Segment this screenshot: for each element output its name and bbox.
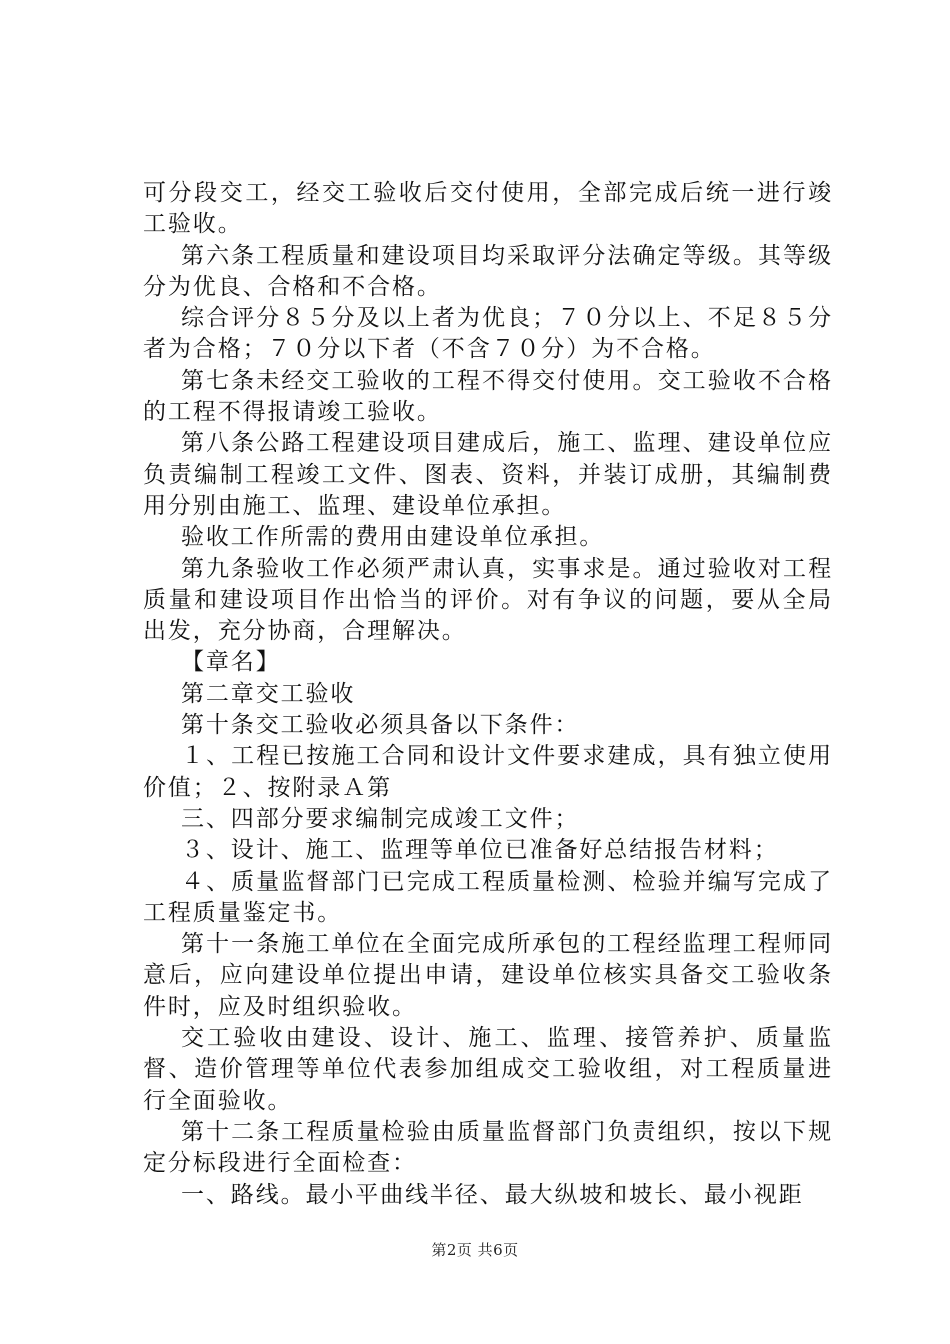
paragraph: 第八条公路工程建设项目建成后，施工、监理、建设单位应负责编制工程竣工文件、图表、资料，并装订成册，其编制费用分别由施工、监理、建设单位承担。 [143,430,833,519]
paragraph: 第十一条施工单位在全面完成所承包的工程经监理工程师同意后，应向建设单位提出申请，建设单位核实具备交工验收条件时，应及时组织验收。 [143,931,833,1020]
list-item: ４、质量监督部门已完成工程质量检测、检验并编写完成了工程质量鉴定书。 [143,868,833,926]
paragraph: 综合评分８５分及以上者为优良；７０分以上、不足８５分者为合格；７０分以下者（不含７０分）为不合格。 [143,305,833,363]
page-number-footer: 第2页 共6页 [431,1241,519,1259]
chapter-heading: 第二章交工验收 [181,680,356,707]
paragraph: 第九条验收工作必须严肃认真，实事求是。通过验收对工程质量和建设项目作出恰当的评价。对有争议的问题，要从全局出发，充分协商，合理解决。 [143,555,833,645]
chapter-name-marker: 【章名】 [181,649,281,676]
paragraph: 第十二条工程质量检验由质量监督部门负责组织，按以下规定分标段进行全面检查： [143,1118,833,1177]
list-item: １、工程已按施工合同和设计文件要求建成，具有独立使用价值；２、按附录Ａ第 [143,743,833,801]
paragraph: 一、路线。最小平曲线半径、最大纵坡和坡长、最小视距 [181,1181,804,1208]
paragraph: 第七条未经交工验收的工程不得交付使用。交工验收不合格的工程不得报请竣工验收。 [143,367,833,426]
paragraph: 第十条交工验收必须具备以下条件： [181,712,580,739]
paragraph: 第六条工程质量和建设项目均采取评分法确定等级。其等级分为优良、合格和不合格。 [143,242,833,300]
paragraph: 交工验收由建设、设计、施工、监理、接管养护、质量监督、造价管理等单位代表参加组成交工验收组，对工程质量进行全面验收。 [143,1025,833,1114]
document-body [143,178,833,1211]
paragraph: 验收工作所需的费用由建设单位承担。 [181,524,605,551]
list-item: 三、四部分要求编制完成竣工文件； [181,805,580,832]
paragraph: 可分段交工，经交工验收后交付使用，全部完成后统一进行竣工验收。 [143,180,833,238]
list-item: ３、设计、施工、监理等单位已准备好总结报告材料； [181,837,779,864]
